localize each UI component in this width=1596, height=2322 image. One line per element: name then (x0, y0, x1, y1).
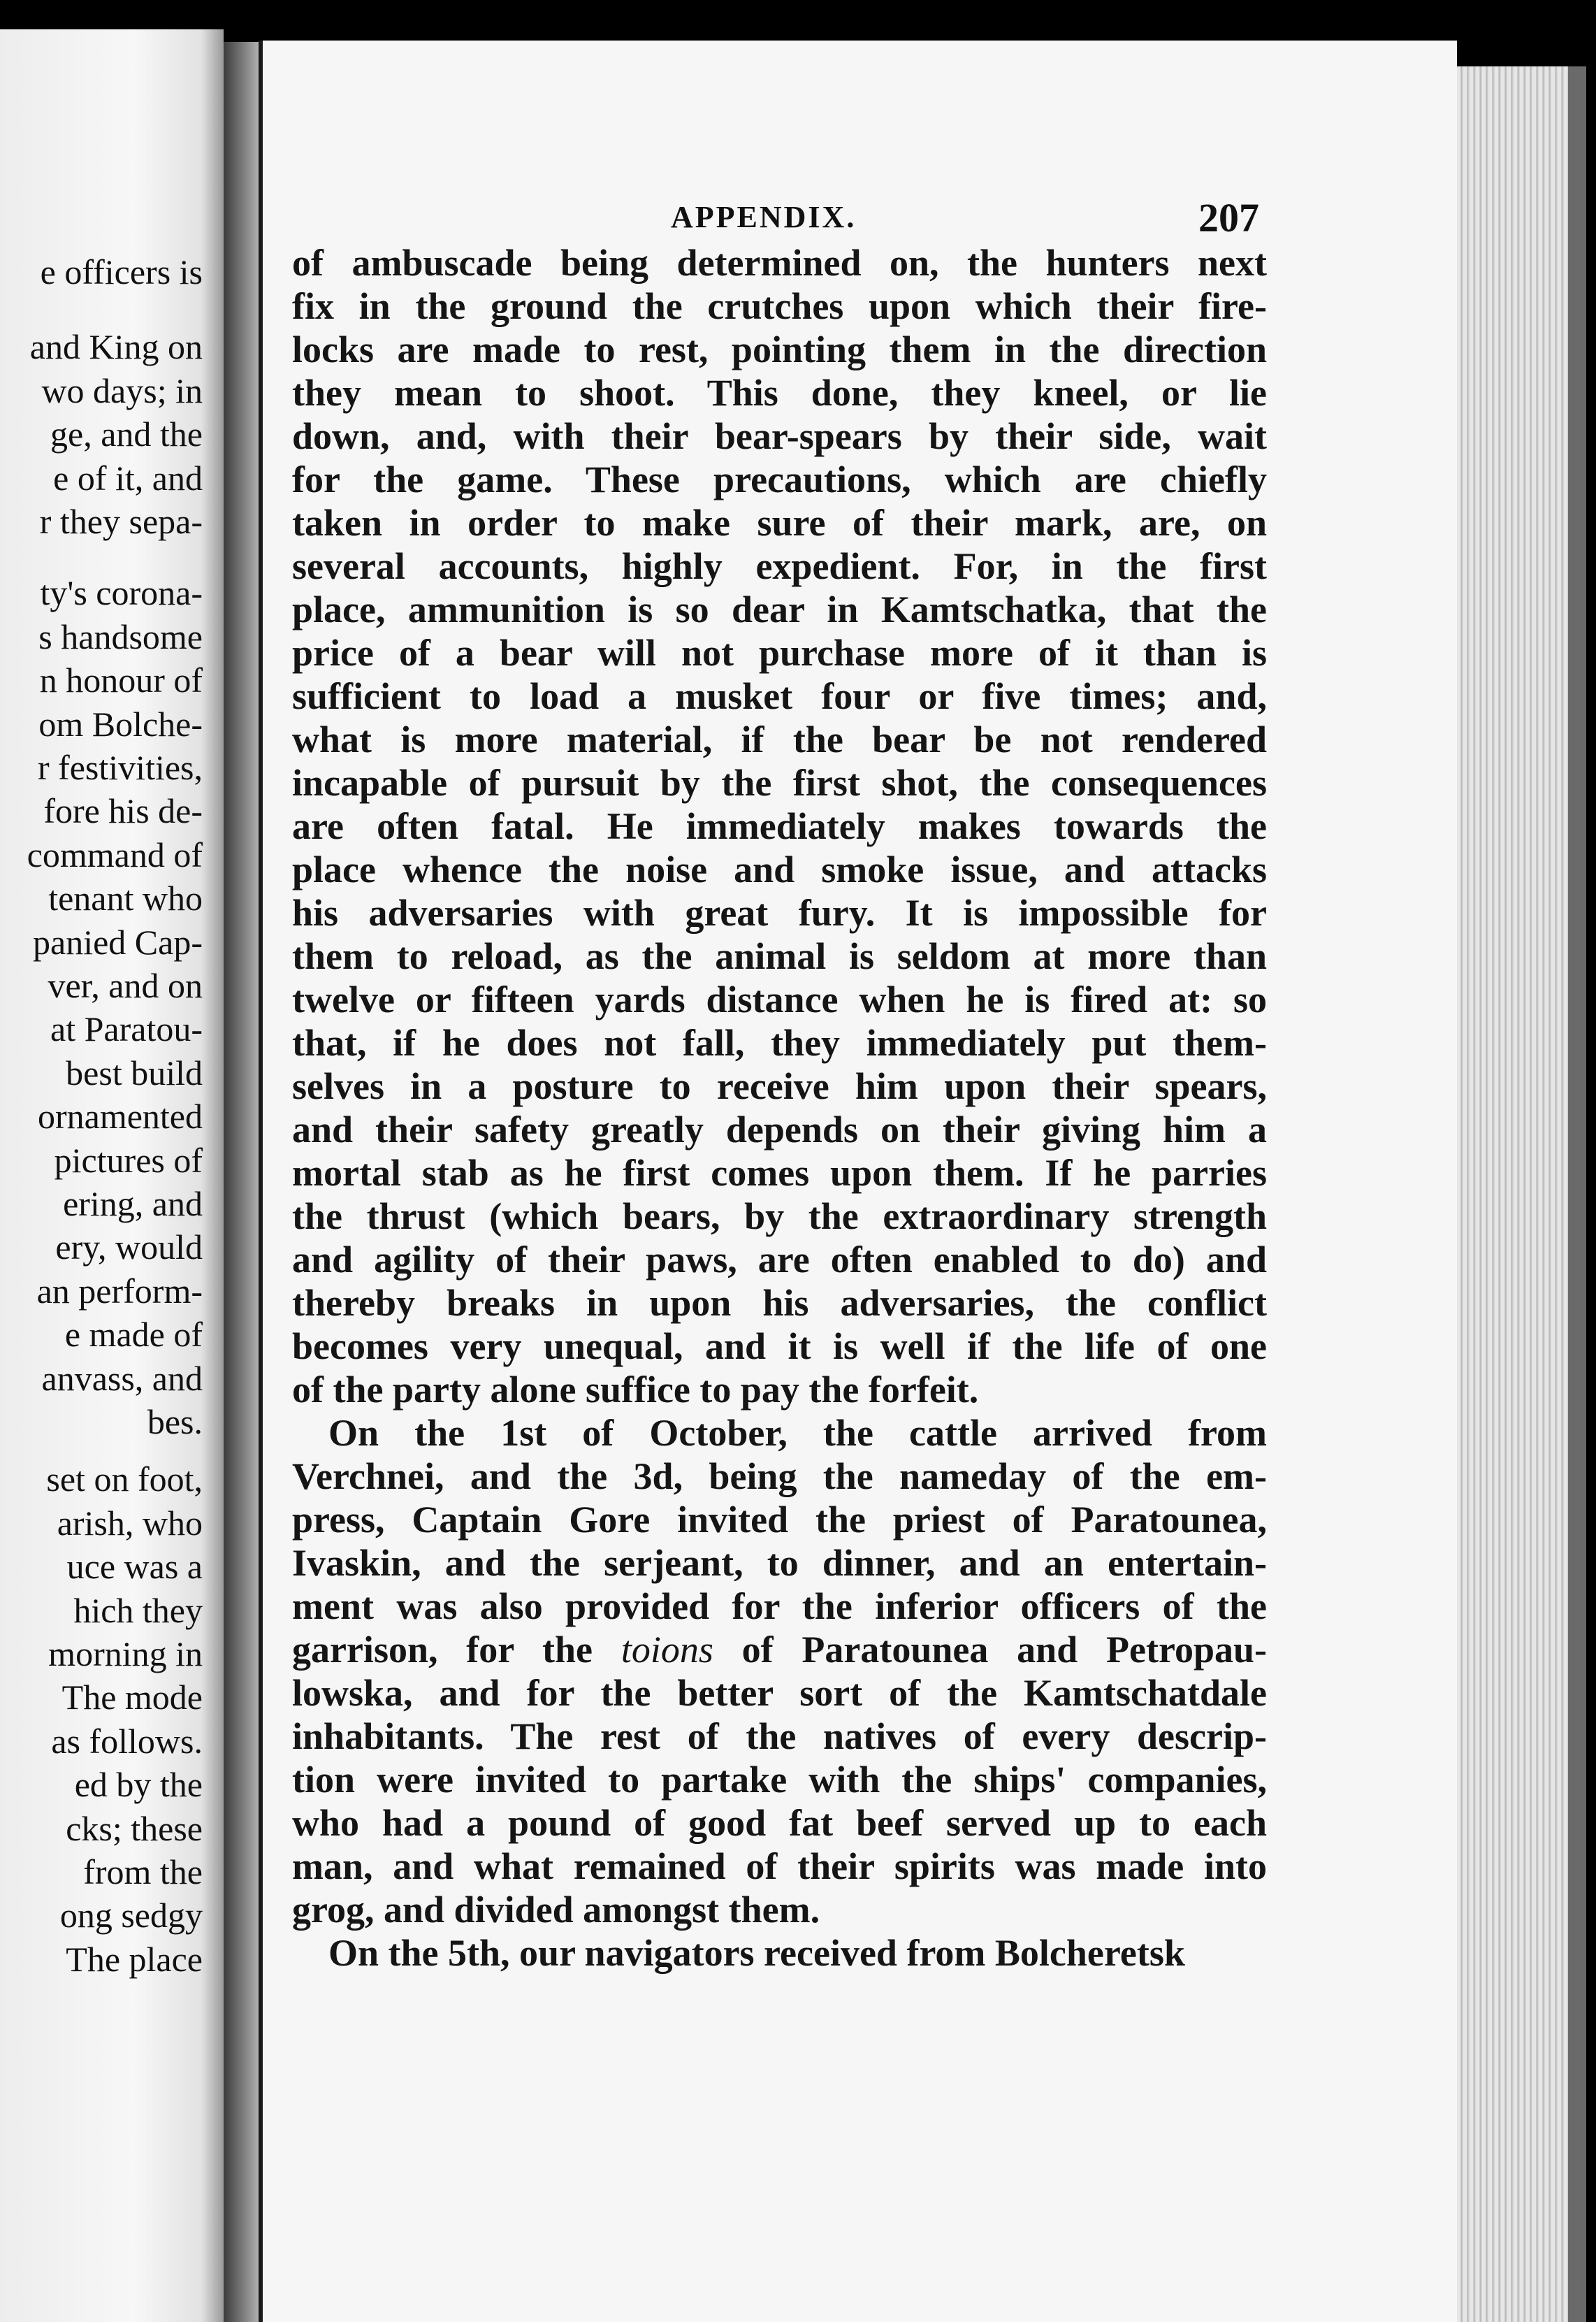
left-page-line: cks; these (66, 1808, 203, 1848)
text-line: man, and what remained of their spirits was made into (292, 1845, 1267, 1887)
left-page-line: om Bolche- (38, 704, 203, 744)
text-line: On the 5th, our navigators received from Bolcheretsk (328, 1932, 1185, 1974)
left-page-line: r they sepa- (39, 502, 203, 541)
left-page-line: e officers is (40, 252, 203, 291)
left-page-line: set on foot, (46, 1459, 203, 1499)
text-line: taken in order to make sure of their mark, are, on (292, 502, 1267, 544)
text-line: down, and, with their bear-spears by their side, wait (292, 415, 1267, 457)
text-line: ment was also provided for the inferior officers of the (292, 1585, 1267, 1627)
text-line: grog, and divided amongst them. (292, 1889, 820, 1931)
left-page-line: hich they (73, 1590, 203, 1630)
text-line: several accounts, highly expedient. For, in the first (292, 545, 1267, 587)
text-line: who had a pound of good fat beef served up to each (292, 1802, 1267, 1844)
left-page-line: arish, who (57, 1503, 203, 1543)
left-page-line: at Paratou- (50, 1009, 203, 1049)
text-line: them to reload, as the animal is seldom at more than (292, 935, 1267, 977)
left-page-line: as follows. (51, 1721, 203, 1761)
text-line: Verchnei, and the 3d, being the nameday of the em- (292, 1455, 1267, 1497)
left-page-line: anvass, and (41, 1358, 203, 1398)
left-page-line: The place (66, 1939, 203, 1979)
left-page-line: bes. (147, 1402, 203, 1441)
text-line: of ambuscade being determined on, the hunters next (292, 242, 1267, 284)
text-line: tion were invited to partake with the ships' companies, (292, 1759, 1267, 1801)
text-line: of the party alone suffice to pay the forfeit. (292, 1369, 979, 1411)
left-page-line: panied Cap- (33, 922, 203, 962)
text-line: fix in the ground the crutches upon which their fire- (292, 285, 1267, 327)
text-line: sufficient to load a musket four or five times; and, (292, 675, 1267, 717)
text-line: place, ammunition is so dear in Kamtschatka, that the (292, 589, 1267, 630)
page-number: 207 (1198, 195, 1259, 240)
left-page-line: ong sedgy (59, 1896, 203, 1935)
text-line: becomes very unequal, and it is well if the life of one (292, 1325, 1267, 1367)
text-line: place whence the noise and smoke issue, and attacks (292, 849, 1267, 890)
left-page-line: ed by the (74, 1765, 203, 1805)
left-page-line: n honour of (39, 661, 203, 700)
left-page-fragment (0, 29, 224, 2322)
left-page-line: ornamented (37, 1097, 203, 1137)
left-page-line: ering, and (63, 1184, 203, 1223)
left-page-line: ver, and on (48, 966, 203, 1005)
text-line: what is more material, if the bear be not rendered (292, 719, 1267, 760)
text-line: garrison, for the toions of Paratounea and Petropau- (292, 1629, 1267, 1671)
left-page-line: ery, would (55, 1227, 203, 1267)
left-page-line: fore his de- (43, 791, 203, 831)
text-line: press, Captain Gore invited the priest of Paratounea, (292, 1499, 1267, 1541)
text-line: lowska, and for the better sort of the Kamtschatdale (292, 1672, 1267, 1714)
text-line: Ivaskin, and the serjeant, to dinner, and an entertain- (292, 1542, 1267, 1584)
text-line: are often fatal. He immediately makes towards the (292, 805, 1267, 847)
text-line: the thrust (which bears, by the extraordinary strength (292, 1195, 1267, 1237)
left-page-line: tenant who (48, 879, 203, 918)
left-page-line: wo days; in (41, 370, 203, 410)
text-line: inhabitants. The rest of the natives of every descrip- (292, 1715, 1267, 1757)
left-page-line: and King on (29, 327, 203, 367)
text-line: for the game. These precautions, which are chiefly (292, 459, 1267, 500)
left-page-line: r festivities, (37, 748, 203, 787)
left-page-line: best build (66, 1053, 203, 1093)
text-line: selves in a posture to receive him upon their spears, (292, 1065, 1267, 1107)
text-line: and their safety greatly depends on their giving him a (292, 1109, 1267, 1151)
text-line: twelve or fifteen yards distance when he is fired at: so (292, 979, 1267, 1021)
left-page-line: from the (83, 1852, 203, 1891)
left-page-line: s handsome (38, 616, 203, 656)
text-line: incapable of pursuit by the first shot, the consequences (292, 762, 1267, 804)
left-page-line: e made of (64, 1315, 203, 1355)
running-head: APPENDIX. (671, 200, 857, 234)
left-page-line: e of it, and (53, 458, 203, 498)
text-line: his adversaries with great fury. It is impossible for (292, 892, 1267, 934)
italic-word: toions (621, 1629, 713, 1671)
text-line: price of a bear will not purchase more of it than is (292, 632, 1267, 674)
text-line: and agility of their paws, are often enabled to do) and (292, 1239, 1267, 1281)
text-line: that, if he does not fall, they immediately put them- (292, 1022, 1267, 1064)
left-page-line: ty's corona- (40, 573, 203, 613)
text-line: they mean to shoot. This done, they kneel, or lie (292, 372, 1267, 414)
body-text (292, 241, 1267, 1975)
left-page-line: pictures of (54, 1140, 203, 1180)
left-page-line: command of (27, 835, 203, 874)
left-page-line: morning in (48, 1634, 203, 1673)
text-line: thereby breaks in upon his adversaries, the conflict (292, 1282, 1267, 1324)
page-block-edges (1457, 66, 1586, 2322)
left-page-line: The mode (61, 1678, 203, 1717)
text-line: On the 1st of October, the cattle arrived from (328, 1412, 1267, 1454)
left-page-line: ge, and the (50, 414, 203, 454)
left-page-line: uce was a (66, 1547, 203, 1587)
text-line: mortal stab as he first comes upon them. If he parries (292, 1152, 1267, 1194)
left-page-line: an perform- (36, 1271, 203, 1311)
text-line: locks are made to rest, pointing them in the direction (292, 329, 1267, 370)
